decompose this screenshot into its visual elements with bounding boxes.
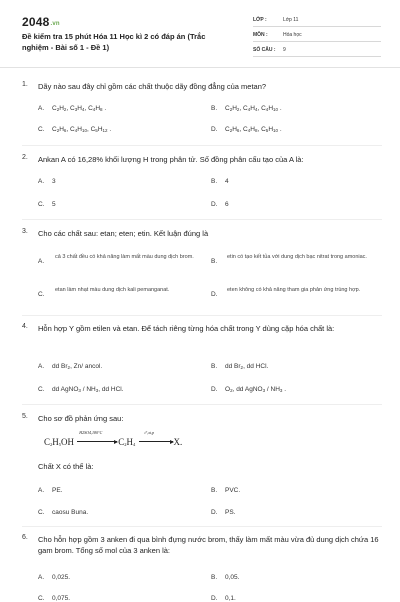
option-b[interactable]: B. dd $Br_2$, dd HCl. xyxy=(211,363,269,370)
logo[interactable]: 2048.vn xyxy=(22,15,60,29)
question-text: Hỗn hợp Y gồm etilen và etan. Để tách riêng từng hóa chất trong Y dùng cặp hóa chất là: xyxy=(38,324,335,333)
question-number: 1. xyxy=(22,81,28,88)
question-number: 2. xyxy=(22,154,28,161)
option-a[interactable]: A. PE. xyxy=(38,487,63,494)
option-c[interactable]: C. 5 xyxy=(38,201,56,208)
header xyxy=(0,0,400,66)
option-key: A. xyxy=(38,105,45,112)
option-c-key[interactable]: C. xyxy=(38,291,45,298)
option-a[interactable]: A. 0,025. xyxy=(38,574,71,581)
option-key: B. xyxy=(211,363,218,370)
option-d-key[interactable]: D. xyxy=(211,291,218,298)
option-key: C. xyxy=(38,386,45,393)
option-b[interactable]: B. $C_2H_2$, $C_4H_4$, $C_4H_{10}$ . xyxy=(211,105,282,112)
option-key: B. xyxy=(211,105,218,112)
question-text: Cho các chất sau: etan; eten; etin. Kết luận đúng là xyxy=(38,229,209,238)
arrow-icon: t°,xt,p xyxy=(139,435,173,442)
option-key: A. xyxy=(38,363,45,370)
option-b[interactable]: B. 0,05. xyxy=(211,574,240,581)
option-key: D. xyxy=(211,386,218,393)
class-field: LỚP : Lớp 11 xyxy=(253,16,381,27)
question-text: Cho sơ đồ phản ứng sau: xyxy=(38,414,124,423)
option-a[interactable]: cả 3 chất đều có khả năng làm mất màu dung dịch brom. xyxy=(55,254,194,260)
option-b[interactable]: B. PVC. xyxy=(211,487,241,494)
option-c[interactable]: C. caosu Buna. xyxy=(38,509,89,516)
option-d[interactable]: eten không có khả năng tham gia phản ứng trùng hợp. xyxy=(227,287,361,293)
option-c[interactable]: C. dd AgNO$_3$ / $NH_3$, dd HCl. xyxy=(38,386,124,393)
option-d[interactable]: D. 6 xyxy=(211,201,229,208)
option-key: D. xyxy=(211,126,218,133)
divider xyxy=(22,404,382,405)
option-c[interactable]: etan làm nhạt màu dung dịch kali pemanganat. xyxy=(55,287,170,293)
question-number: 6. xyxy=(22,534,28,541)
divider xyxy=(22,145,382,146)
option-b[interactable]: etin có tạo kết tủa với dung dịch bạc nitrat trong amoniac. xyxy=(227,254,367,260)
option-a[interactable]: A. $C_2H_2$, $C_3H_4$, $C_4H_8$ . xyxy=(38,105,107,112)
option-c[interactable]: C. $C_2H_6$, $C_4H_{10}$, $C_5H_{12}$ . xyxy=(38,126,112,133)
question-text: Cho hỗn hợp gồm 3 anken đi qua bình đựng nước brom, thấy làm mất màu vừa đủ dung dịch chứa 16 gam brom. Tổng số mol của 3 anken là: xyxy=(38,535,379,555)
question-number: 3. xyxy=(22,228,28,235)
option-d[interactable]: D. $O_2$, dd AgNO$_3$ / $NH_3$ . xyxy=(211,386,287,393)
subject-field: MÔN : Hóa học xyxy=(253,31,381,42)
question-text: Dãy nào sau đây chỉ gồm các chất thuộc dãy đồng đẳng của metan? xyxy=(38,82,267,91)
question-number: 4. xyxy=(22,323,28,330)
option-d[interactable]: D. $C_2H_6$, $C_4H_8$, $C_5H_{10}$ . xyxy=(211,126,282,133)
page-title: Đề kiểm tra 15 phút Hóa 11 Học kì 2 có đáp án (Trắc nghiệm - Bài số 1 - Đề 1) xyxy=(22,32,206,52)
option-d[interactable]: D. PS. xyxy=(211,509,236,516)
option-b-key[interactable]: B. xyxy=(211,258,218,265)
arrow-icon: H2SO4,180°C xyxy=(77,435,117,442)
option-b[interactable]: B. 4 xyxy=(211,178,229,185)
divider xyxy=(22,526,382,527)
question-text: Ankan A có 16,28% khối lượng H trong phân tử. Số đồng phân cấu tạo của A là: xyxy=(38,155,304,164)
question-number: 5. xyxy=(22,413,28,420)
question-subtext: Chất X có thể là: xyxy=(38,462,94,471)
question-count-field: SỐ CÂU : 9 xyxy=(253,46,381,57)
reaction-scheme: $C_2H_5OH$ H2SO4,180°C $C_2H_4$ t°,xt,p X. xyxy=(44,430,183,447)
option-d[interactable]: D. 0,1. xyxy=(211,595,236,602)
divider xyxy=(22,315,382,316)
option-a-key[interactable]: A. xyxy=(38,258,45,265)
header-divider xyxy=(0,67,400,68)
option-c[interactable]: C. 0,075. xyxy=(38,595,71,602)
option-a[interactable]: A. 3 xyxy=(38,178,56,185)
option-key: C. xyxy=(38,126,45,133)
option-a[interactable]: A. dd $Br_2$, Zn/ ancol. xyxy=(38,363,103,370)
divider xyxy=(22,219,382,220)
